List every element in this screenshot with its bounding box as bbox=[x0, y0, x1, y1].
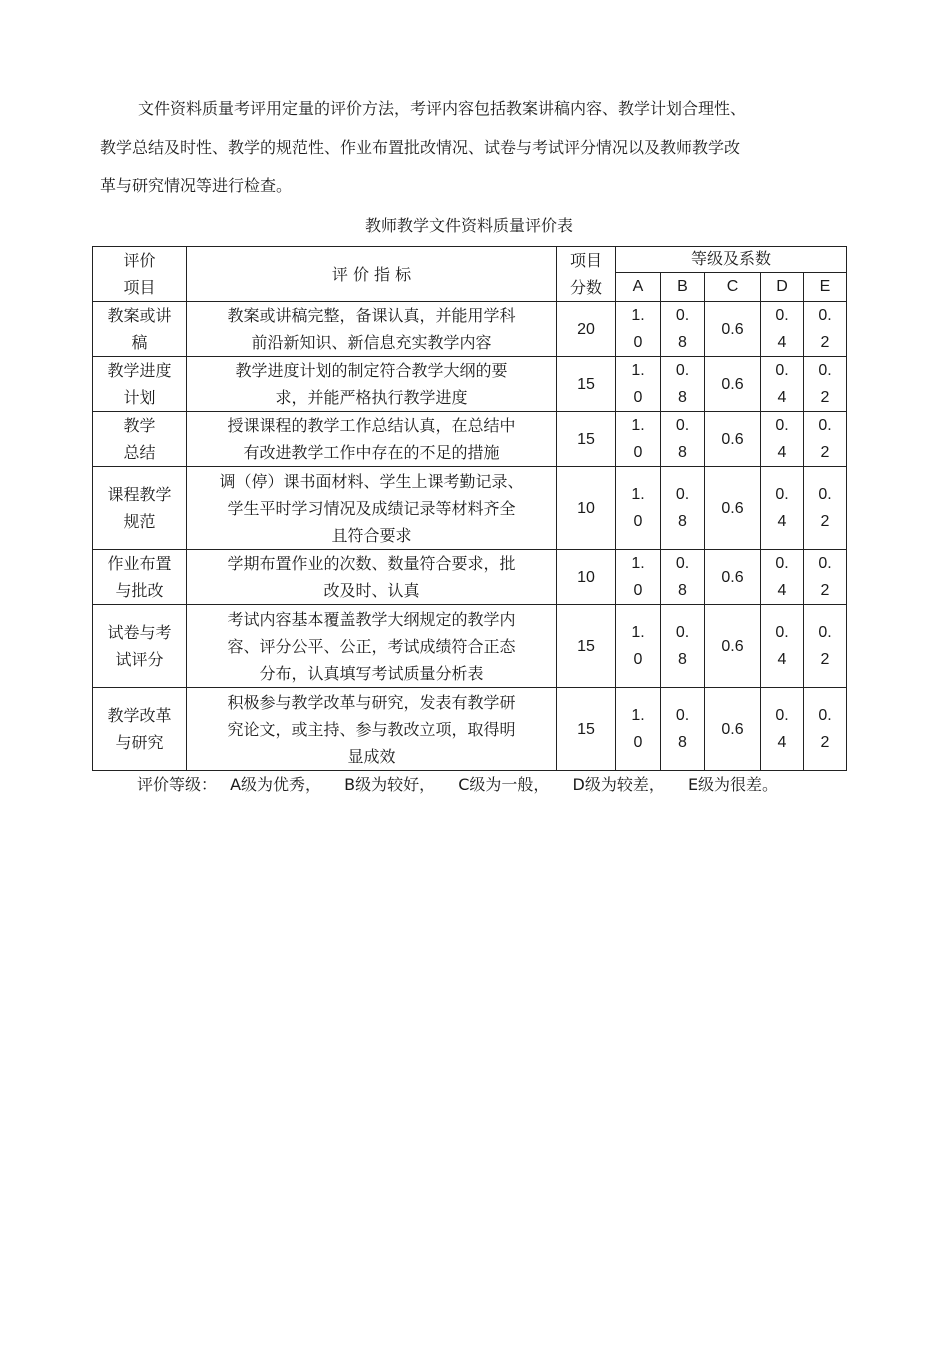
row-item: 教学 总结 bbox=[93, 412, 187, 467]
row-coef-d: 0. 4 bbox=[761, 467, 804, 550]
row-score: 15 bbox=[557, 605, 616, 688]
grade-footnote bbox=[137, 771, 796, 799]
row-item: 教学改革 与研究 bbox=[93, 688, 187, 771]
header-criteria: 评 价 指 标 bbox=[187, 247, 557, 302]
row-coef-b: 0. 8 bbox=[661, 302, 705, 357]
intro-line-2: 教学总结及时性、教学的规范性、作业布置批改情况、试卷与考试评分情况以及教师教学改 bbox=[100, 137, 741, 157]
row-coef-b: 0. 8 bbox=[661, 412, 705, 467]
header-score: 项目 分数 bbox=[557, 247, 616, 302]
row-coef-a: 1. 0 bbox=[616, 302, 661, 357]
row-coef-c: 0.6 bbox=[705, 302, 761, 357]
row-score: 15 bbox=[557, 412, 616, 467]
row-coef-d: 0. 4 bbox=[761, 605, 804, 688]
row-coef-a: 1. 0 bbox=[616, 550, 661, 605]
row-coef-e: 0. 2 bbox=[804, 412, 847, 467]
row-criteria: 调（停）课书面材料、学生上课考勤记录、 学生平时学习情况及成绩记录等材料齐全 且符合要求 bbox=[187, 467, 557, 550]
intro-line-1: 文件资料质量考评用定量的评价方法，考评内容包括教案讲稿内容、教学计划合理性、 bbox=[138, 99, 747, 118]
row-item: 试卷与考 试评分 bbox=[93, 605, 187, 688]
row-coef-d: 0. 4 bbox=[761, 550, 804, 605]
intro-paragraph bbox=[100, 90, 820, 206]
header-grade-group: 等级及系数 bbox=[616, 247, 847, 273]
row-coef-c: 0.6 bbox=[705, 467, 761, 550]
footnote-grade-c: C级为一般， bbox=[458, 775, 550, 794]
header-item: 评价 项目 bbox=[93, 247, 187, 302]
row-coef-c: 0.6 bbox=[705, 688, 761, 771]
header-grade-e: E bbox=[804, 272, 847, 301]
row-score: 20 bbox=[557, 302, 616, 357]
table-row bbox=[93, 605, 847, 688]
table-row bbox=[93, 412, 847, 467]
header-grade-a: A bbox=[616, 272, 661, 301]
row-coef-a: 1. 0 bbox=[616, 688, 661, 771]
row-score: 15 bbox=[557, 357, 616, 412]
row-item: 教学进度 计划 bbox=[93, 357, 187, 412]
table-caption: 教师教学文件资料质量评价表 bbox=[364, 216, 573, 235]
row-coef-d: 0. 4 bbox=[761, 302, 804, 357]
row-coef-a: 1. 0 bbox=[616, 605, 661, 688]
evaluation-table bbox=[92, 246, 847, 771]
row-coef-c: 0.6 bbox=[705, 605, 761, 688]
table-row bbox=[93, 467, 847, 550]
row-criteria: 学期布置作业的次数、数量符合要求，批 改及时、认真 bbox=[187, 550, 557, 605]
row-coef-d: 0. 4 bbox=[761, 357, 804, 412]
row-coef-e: 0. 2 bbox=[804, 302, 847, 357]
row-coef-e: 0. 2 bbox=[804, 467, 847, 550]
footnote-grade-a: A级为优秀， bbox=[230, 775, 322, 794]
row-item: 作业布置 与批改 bbox=[93, 550, 187, 605]
row-coef-c: 0.6 bbox=[705, 412, 761, 467]
row-criteria: 授课课程的教学工作总结认真，在总结中 有改进教学工作中存在的不足的措施 bbox=[187, 412, 557, 467]
row-criteria: 考试内容基本覆盖教学大纲规定的教学内 容、评分公平、公正，考试成绩符合正态 分布，认真填写考试质量分析表 bbox=[187, 605, 557, 688]
row-coef-b: 0. 8 bbox=[661, 688, 705, 771]
row-coef-a: 1. 0 bbox=[616, 357, 661, 412]
row-coef-b: 0. 8 bbox=[661, 550, 705, 605]
intro-line-3: 革与研究情况等进行检查。 bbox=[100, 176, 293, 195]
row-score: 10 bbox=[557, 550, 616, 605]
table-row bbox=[93, 357, 847, 412]
row-criteria: 教案或讲稿完整，备课认真，并能用学科 前沿新知识、新信息充实教学内容 bbox=[187, 302, 557, 357]
row-criteria: 教学进度计划的制定符合教学大纲的要 求，并能严格执行教学进度 bbox=[187, 357, 557, 412]
header-grade-c: C bbox=[705, 272, 761, 301]
row-coef-a: 1. 0 bbox=[616, 467, 661, 550]
row-coef-b: 0. 8 bbox=[661, 357, 705, 412]
row-coef-d: 0. 4 bbox=[761, 412, 804, 467]
row-coef-b: 0. 8 bbox=[661, 605, 705, 688]
header-grade-d: D bbox=[761, 272, 804, 301]
row-coef-e: 0. 2 bbox=[804, 357, 847, 412]
row-coef-c: 0.6 bbox=[705, 357, 761, 412]
row-score: 15 bbox=[557, 688, 616, 771]
footnote-lead: 评价等级： bbox=[137, 775, 218, 794]
footnote-grade-d: D级为较差， bbox=[572, 775, 665, 794]
row-coef-b: 0. 8 bbox=[661, 467, 705, 550]
table-row bbox=[93, 688, 847, 771]
table-row bbox=[93, 302, 847, 357]
row-item: 教案或讲 稿 bbox=[93, 302, 187, 357]
row-coef-c: 0.6 bbox=[705, 550, 761, 605]
row-coef-a: 1. 0 bbox=[616, 412, 661, 467]
row-coef-d: 0. 4 bbox=[761, 688, 804, 771]
row-criteria: 积极参与教学改革与研究，发表有教学研 究论文，或主持、参与教改立项，取得明 显成效 bbox=[187, 688, 557, 771]
row-coef-e: 0. 2 bbox=[804, 688, 847, 771]
header-grade-b: B bbox=[661, 272, 705, 301]
row-coef-e: 0. 2 bbox=[804, 605, 847, 688]
footnote-grade-e: E级为很差。 bbox=[687, 775, 779, 794]
row-item: 课程教学 规范 bbox=[93, 467, 187, 550]
row-score: 10 bbox=[557, 467, 616, 550]
footnote-grade-b: B级为较好， bbox=[344, 775, 436, 794]
row-coef-e: 0. 2 bbox=[804, 550, 847, 605]
table-row bbox=[93, 550, 847, 605]
